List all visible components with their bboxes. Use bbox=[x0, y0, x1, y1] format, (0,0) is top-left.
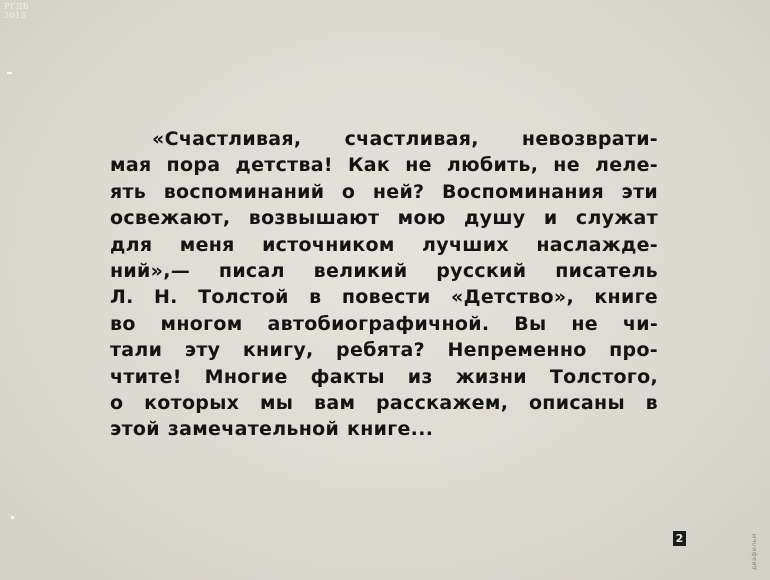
paragraph-line: ять воспоминаний о ней? Воспоминания эти bbox=[110, 180, 658, 203]
paragraph-line: мая пора детства! Как не любить, не леле- bbox=[110, 154, 658, 177]
paragraph-line: тали эту книгу, ребята? Непременно про- bbox=[110, 339, 658, 362]
film-mark-dot bbox=[11, 516, 14, 519]
watermark-line-2: 2015 bbox=[4, 11, 27, 20]
side-stamp-text: диафильм bbox=[751, 533, 758, 570]
paragraph-line: ний»,— писал великий русский писатель bbox=[110, 260, 658, 283]
paragraph-line: чтите! Многие факты из жизни Толстого, bbox=[110, 365, 658, 388]
paragraph-line: во многом автобиографичной. Вы не чи- bbox=[110, 312, 658, 335]
paragraph-line: этой замечательной книге... bbox=[110, 418, 434, 441]
main-paragraph bbox=[110, 126, 658, 443]
watermark-line-1: РГДБ bbox=[4, 2, 30, 11]
paragraph-line: о которых мы вам расскажем, описаны в bbox=[110, 392, 658, 415]
paragraph-line: Л. Н. Толстой в повести «Детство», книге bbox=[110, 286, 658, 309]
paragraph-line: «Счастливая, счастливая, невозврати- bbox=[152, 128, 658, 150]
film-mark-dash bbox=[7, 72, 12, 74]
paragraph-line: для меня источником лучших наслажде- bbox=[110, 233, 658, 256]
paragraph-line: освежают, возвышают мою душу и служат bbox=[110, 207, 658, 230]
library-watermark bbox=[4, 2, 29, 20]
frame-number-badge: 2 bbox=[673, 531, 686, 546]
